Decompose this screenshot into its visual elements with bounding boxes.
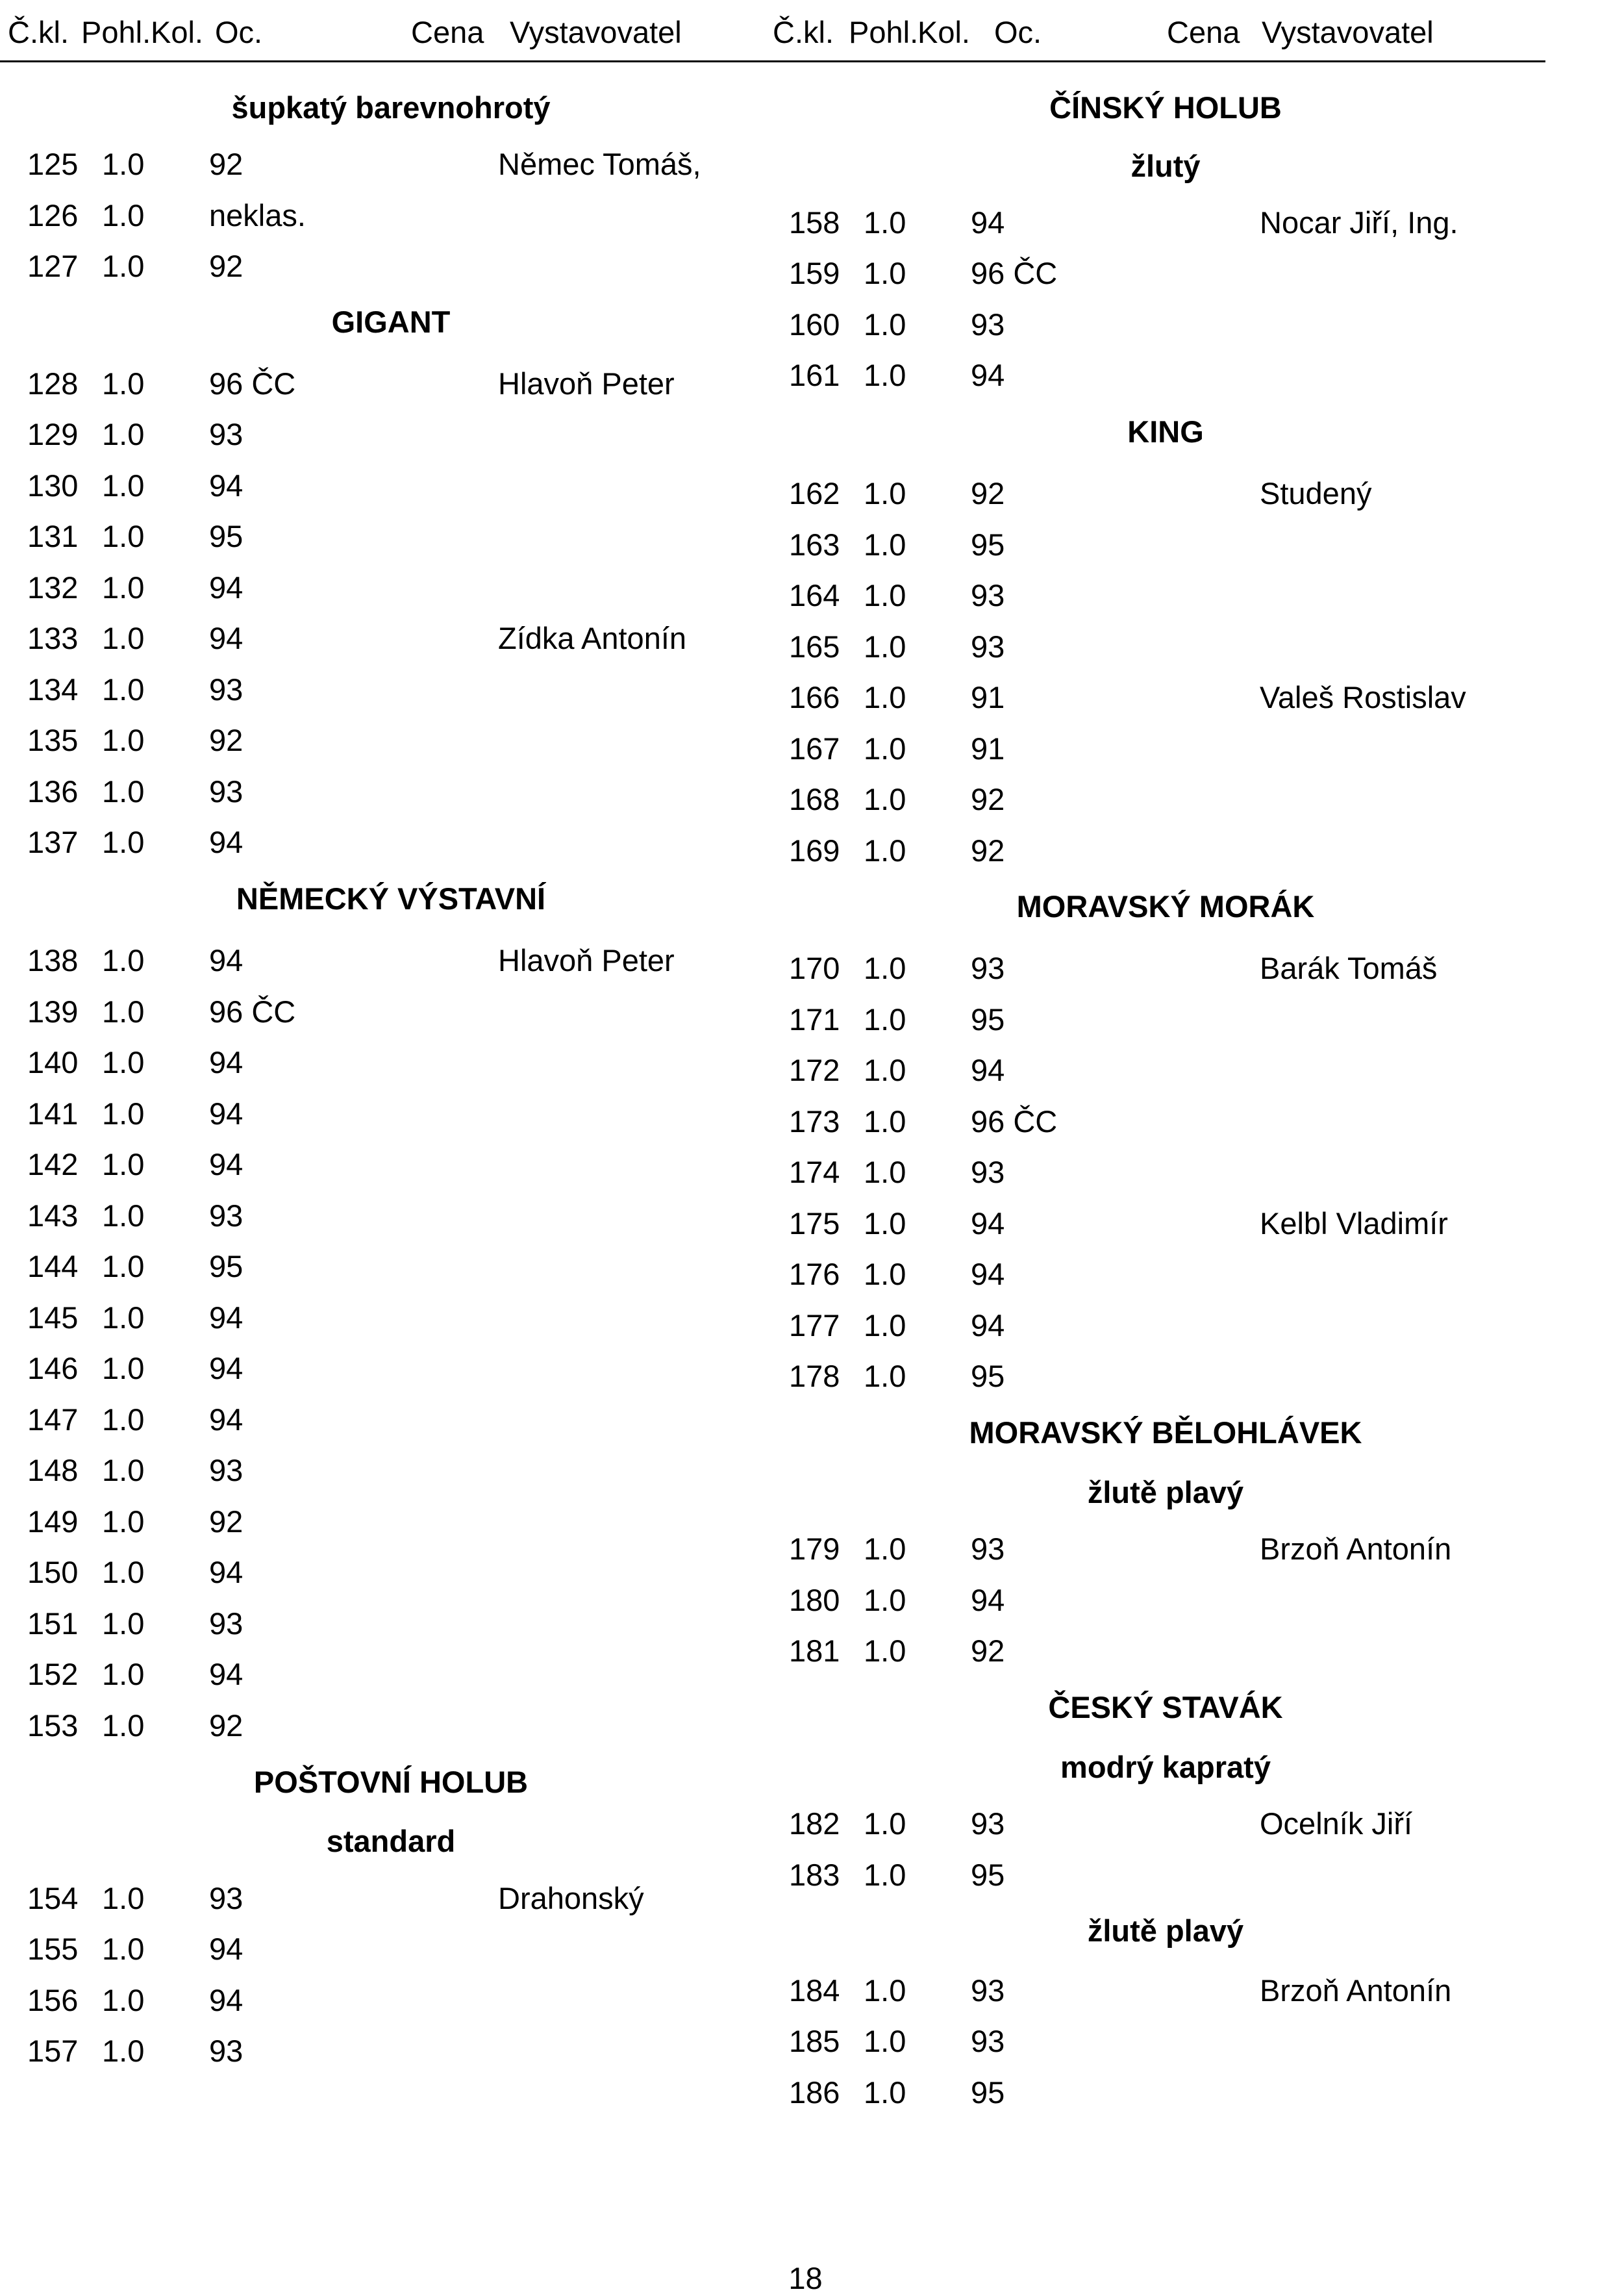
entry-row	[789, 1104, 1542, 1144]
entry-row	[27, 248, 755, 288]
entry-no: 155	[27, 1932, 79, 1966]
entry-sex: 1.0	[102, 1453, 145, 1487]
entry-sex: 1.0	[864, 951, 906, 985]
header-pohl: Pohl.	[81, 15, 151, 49]
entry-row	[27, 1350, 755, 1391]
entry-row	[27, 1452, 755, 1493]
entry-row	[27, 416, 755, 457]
entry-sex: 1.0	[102, 249, 145, 283]
entry-score: neklas.	[209, 198, 306, 233]
entry-row	[789, 1531, 1542, 1571]
entry-no: 132	[27, 570, 79, 605]
entry-sex: 1.0	[102, 672, 145, 707]
entry-no: 137	[27, 825, 79, 859]
entry-row	[27, 1606, 755, 1646]
section-heading: KING	[1127, 414, 1204, 449]
entry-sex: 1.0	[864, 205, 906, 240]
entry-no: 181	[789, 1634, 840, 1668]
header-vystavovatel: Vystavovatel	[1262, 15, 1434, 49]
entry-score: 93	[209, 1881, 244, 1915]
entry-sex: 1.0	[864, 2024, 906, 2058]
entry-no: 153	[27, 1708, 79, 1743]
entry-no: 144	[27, 1249, 79, 1283]
entry-row	[27, 672, 755, 712]
entry-row	[27, 1198, 755, 1238]
entry-score: 95	[971, 2075, 1005, 2110]
entry-row	[27, 774, 755, 814]
entry-no: 163	[789, 527, 840, 562]
entry-score: 95	[209, 519, 244, 553]
entry-row	[27, 722, 755, 763]
entry-sex: 1.0	[102, 621, 145, 655]
entry-sex: 1.0	[864, 578, 906, 612]
entry-row	[789, 527, 1542, 567]
entry-row	[27, 1656, 755, 1697]
entry-sex: 1.0	[864, 1308, 906, 1343]
entry-no: 180	[789, 1583, 840, 1617]
entry-row	[789, 1806, 1542, 1846]
section-heading: standard	[326, 1824, 456, 1858]
entry-sex: 1.0	[102, 1983, 145, 2017]
entry-score: 94	[209, 570, 244, 605]
entry-no: 130	[27, 468, 79, 503]
entry-sex: 1.0	[864, 1359, 906, 1393]
entry-sex: 1.0	[102, 468, 145, 503]
entry-no: 141	[27, 1096, 79, 1131]
entry-score: 93	[971, 307, 1005, 342]
entry-row	[27, 1931, 755, 1971]
entry-sex: 1.0	[864, 1583, 906, 1617]
header-left	[0, 14, 766, 55]
entry-row	[789, 731, 1542, 771]
entry-no: 126	[27, 198, 79, 233]
entry-no: 131	[27, 519, 79, 553]
entry-row	[789, 255, 1542, 296]
entry-score: 94	[971, 205, 1005, 240]
entry-sex: 1.0	[864, 476, 906, 511]
entry-exhibitor: Němec Tomáš,	[498, 147, 701, 181]
header-oc: Oc.	[994, 15, 1042, 49]
entry-exhibitor: Drahonský	[498, 1881, 644, 1915]
entry-row	[27, 366, 755, 406]
entry-no: 138	[27, 943, 79, 978]
entry-sex: 1.0	[864, 1257, 906, 1291]
entry-sex: 1.0	[102, 417, 145, 451]
entry-no: 185	[789, 2024, 840, 2058]
entry-score: 94	[209, 1402, 244, 1437]
entry-score: 94	[971, 1583, 1005, 1617]
entry-score: 94	[209, 1932, 244, 1966]
entry-no: 142	[27, 1147, 79, 1181]
header-cena: Cena	[411, 15, 484, 49]
entry-row	[27, 2033, 755, 2073]
entry-score: 96 ČC	[971, 256, 1058, 290]
entry-sex: 1.0	[102, 519, 145, 553]
entry-no: 146	[27, 1351, 79, 1385]
entry-row	[789, 205, 1542, 245]
entry-score: 94	[971, 1308, 1005, 1343]
entry-score: 92	[971, 1634, 1005, 1668]
header-oc: Oc.	[215, 15, 263, 49]
entry-sex: 1.0	[864, 1858, 906, 1892]
entry-no: 135	[27, 723, 79, 757]
entry-row	[789, 950, 1542, 990]
entry-row	[789, 1857, 1542, 1897]
entry-score: 93	[971, 1973, 1005, 2008]
entry-row	[27, 1708, 755, 1748]
entry-score: 93	[209, 672, 244, 707]
entry-no: 179	[789, 1532, 840, 1566]
entry-no: 125	[27, 147, 79, 181]
entry-score: 94	[971, 1053, 1005, 1087]
entry-sex: 1.0	[102, 994, 145, 1029]
entry-row	[27, 824, 755, 864]
header-kol: Kol.	[151, 15, 203, 49]
entry-score: 95	[209, 1249, 244, 1283]
entry-sex: 1.0	[102, 1096, 145, 1131]
entry-sex: 1.0	[102, 2034, 145, 2068]
entry-score: 94	[971, 1206, 1005, 1241]
entry-no: 143	[27, 1198, 79, 1233]
entry-no: 160	[789, 307, 840, 342]
entry-exhibitor: Kelbl Vladimír	[1260, 1206, 1448, 1241]
entry-row	[789, 475, 1542, 516]
section-heading: GIGANT	[331, 305, 451, 339]
entry-sex: 1.0	[102, 1300, 145, 1335]
entry-sex: 1.0	[864, 833, 906, 868]
section-heading: modrý kapratý	[1060, 1750, 1271, 1784]
entry-row	[27, 1504, 755, 1544]
entry-score: 95	[971, 527, 1005, 562]
entry-score: 91	[971, 731, 1005, 766]
entry-no: 148	[27, 1453, 79, 1487]
page-number: 18	[788, 2261, 823, 2295]
entry-sex: 1.0	[102, 1708, 145, 1743]
entry-score: 96 ČC	[209, 994, 296, 1029]
entry-score: 94	[209, 1147, 244, 1181]
entry-row	[789, 1973, 1542, 2013]
entry-score: 93	[971, 1806, 1005, 1841]
section-heading: POŠTOVNÍ HOLUB	[253, 1765, 529, 1799]
entry-sex: 1.0	[864, 1002, 906, 1037]
entry-no: 150	[27, 1555, 79, 1589]
entry-no: 165	[789, 629, 840, 664]
entry-row	[789, 1002, 1542, 1042]
entry-score: 94	[209, 1351, 244, 1385]
entry-sex: 1.0	[102, 1881, 145, 1915]
entry-score: 93	[209, 774, 244, 809]
entry-no: 164	[789, 578, 840, 612]
entry-no: 157	[27, 2034, 79, 2068]
entry-no: 176	[789, 1257, 840, 1291]
entry-no: 182	[789, 1806, 840, 1841]
entry-sex: 1.0	[102, 1504, 145, 1539]
entry-row	[789, 1358, 1542, 1398]
entry-no: 166	[789, 680, 840, 714]
entry-exhibitor: Barák Tomáš	[1260, 951, 1438, 985]
header-kol: Kol.	[918, 15, 970, 49]
entry-row	[27, 468, 755, 508]
entry-no: 174	[789, 1155, 840, 1189]
entry-sex: 1.0	[864, 1206, 906, 1241]
section-heading: ČÍNSKÝ HOLUB	[1049, 90, 1282, 125]
entry-row	[789, 2023, 1542, 2063]
entry-sex: 1.0	[864, 1634, 906, 1668]
entry-sex: 1.0	[102, 1606, 145, 1641]
entry-sex: 1.0	[864, 1053, 906, 1087]
entry-row	[27, 570, 755, 610]
header-ckl: Č.kl.	[773, 15, 834, 49]
entry-sex: 1.0	[102, 198, 145, 233]
entry-sex: 1.0	[102, 774, 145, 809]
entry-row	[27, 518, 755, 559]
entry-score: 94	[971, 358, 1005, 392]
section-heading: NĚMECKÝ VÝSTAVNÍ	[236, 881, 546, 916]
entry-no: 171	[789, 1002, 840, 1037]
entry-sex: 1.0	[102, 1249, 145, 1283]
entry-exhibitor: Ocelník Jiří	[1260, 1806, 1413, 1841]
entry-row	[789, 833, 1542, 873]
entry-sex: 1.0	[864, 307, 906, 342]
entry-row	[27, 1044, 755, 1085]
entry-sex: 1.0	[102, 1198, 145, 1233]
entry-sex: 1.0	[102, 366, 145, 401]
entry-sex: 1.0	[102, 570, 145, 605]
entry-row	[27, 942, 755, 983]
entry-sex: 1.0	[102, 943, 145, 978]
entry-sex: 1.0	[864, 731, 906, 766]
entry-exhibitor: Zídka Antonín	[498, 621, 687, 655]
entry-no: 183	[789, 1858, 840, 1892]
entry-sex: 1.0	[102, 1147, 145, 1181]
header-cena: Cena	[1167, 15, 1240, 49]
entry-sex: 1.0	[864, 1532, 906, 1566]
entry-row	[789, 1256, 1542, 1296]
entry-score: 93	[971, 2024, 1005, 2058]
entry-row	[27, 1300, 755, 1340]
entry-score: 92	[209, 147, 244, 181]
entry-score: 96 ČC	[971, 1104, 1058, 1139]
entry-no: 162	[789, 476, 840, 511]
entry-no: 168	[789, 782, 840, 816]
entry-sex: 1.0	[102, 1555, 145, 1589]
entry-no: 158	[789, 205, 840, 240]
entry-score: 93	[971, 1155, 1005, 1189]
entry-sex: 1.0	[102, 1402, 145, 1437]
entry-sex: 1.0	[864, 629, 906, 664]
entry-no: 156	[27, 1983, 79, 2017]
entry-no: 184	[789, 1973, 840, 2008]
entry-exhibitor: Hlavoň Peter	[498, 943, 675, 978]
entry-sex: 1.0	[864, 358, 906, 392]
section-heading: žlutě plavý	[1087, 1475, 1244, 1509]
section-heading: žlutě plavý	[1087, 1913, 1244, 1948]
entry-row	[789, 781, 1542, 822]
entry-sex: 1.0	[864, 782, 906, 816]
entry-score: 93	[971, 629, 1005, 664]
section-heading: MORAVSKÝ BĚLOHLÁVEK	[969, 1415, 1362, 1450]
entry-no: 159	[789, 256, 840, 290]
entry-row	[27, 1554, 755, 1595]
entry-score: 94	[209, 943, 244, 978]
entry-score: 93	[209, 1453, 244, 1487]
entry-score: 94	[209, 1096, 244, 1131]
entry-no: 128	[27, 366, 79, 401]
entry-row	[27, 1146, 755, 1187]
entry-score: 95	[971, 1858, 1005, 1892]
entry-score: 92	[209, 723, 244, 757]
entry-no: 170	[789, 951, 840, 985]
entry-score: 92	[209, 249, 244, 283]
entry-score: 93	[971, 951, 1005, 985]
entry-no: 175	[789, 1206, 840, 1241]
entry-exhibitor: Brzoň Antonín	[1260, 1973, 1452, 2008]
entry-no: 186	[789, 2075, 840, 2110]
entry-score: 93	[209, 1198, 244, 1233]
entry-exhibitor: Brzoň Antonín	[1260, 1532, 1452, 1566]
entry-row	[27, 1096, 755, 1136]
entry-sex: 1.0	[864, 1155, 906, 1189]
entry-score: 94	[209, 621, 244, 655]
entry-row	[27, 1248, 755, 1289]
entry-row	[789, 1052, 1542, 1092]
entry-sex: 1.0	[102, 723, 145, 757]
entry-row	[789, 1154, 1542, 1194]
entry-sex: 1.0	[864, 1973, 906, 2008]
entry-no: 152	[27, 1657, 79, 1691]
entry-row	[789, 679, 1542, 720]
entry-no: 140	[27, 1045, 79, 1079]
entry-score: 94	[209, 1657, 244, 1691]
header-ckl: Č.kl.	[8, 15, 69, 49]
entry-sex: 1.0	[864, 1806, 906, 1841]
entry-no: 161	[789, 358, 840, 392]
header-pohl: Pohl.	[849, 15, 919, 49]
entry-score: 91	[971, 680, 1005, 714]
entry-row	[27, 146, 755, 186]
entry-sex: 1.0	[864, 1104, 906, 1139]
entry-score: 92	[209, 1504, 244, 1539]
entry-score: 94	[209, 1045, 244, 1079]
entry-row	[789, 1307, 1542, 1348]
entry-sex: 1.0	[864, 680, 906, 714]
header-divider	[0, 60, 1545, 62]
entry-score: 92	[971, 476, 1005, 511]
entry-score: 92	[209, 1708, 244, 1743]
entry-row	[789, 307, 1542, 347]
entry-score: 94	[209, 1983, 244, 2017]
entry-exhibitor: Studený	[1260, 476, 1372, 511]
entry-no: 149	[27, 1504, 79, 1539]
entry-row	[789, 2075, 1542, 2115]
section-heading: žlutý	[1130, 149, 1201, 183]
entry-row	[789, 1582, 1542, 1622]
header-right	[766, 14, 1545, 55]
entry-row	[27, 1402, 755, 1442]
entry-score: 93	[209, 417, 244, 451]
entry-row	[27, 994, 755, 1034]
entry-sex: 1.0	[102, 1045, 145, 1079]
entry-score: 94	[971, 1257, 1005, 1291]
entry-score: 94	[209, 1555, 244, 1589]
entry-no: 145	[27, 1300, 79, 1335]
section-heading: ČESKÝ STAVÁK	[1048, 1690, 1283, 1724]
entry-sex: 1.0	[864, 2075, 906, 2110]
entry-row	[27, 197, 755, 238]
entry-row	[789, 357, 1542, 397]
entry-score: 94	[209, 1300, 244, 1335]
entry-sex: 1.0	[864, 527, 906, 562]
entry-no: 139	[27, 994, 79, 1029]
entry-no: 173	[789, 1104, 840, 1139]
entry-row	[789, 577, 1542, 618]
entry-sex: 1.0	[102, 1932, 145, 1966]
section-heading: MORAVSKÝ MORÁK	[1016, 889, 1315, 924]
entry-no: 147	[27, 1402, 79, 1437]
entry-score: 92	[971, 782, 1005, 816]
entry-score: 94	[209, 825, 244, 859]
entry-row	[789, 1205, 1542, 1246]
entry-no: 169	[789, 833, 840, 868]
section-heading: šupkatý barevnohrotý	[231, 90, 551, 125]
entry-no: 177	[789, 1308, 840, 1343]
entry-no: 129	[27, 417, 79, 451]
entry-sex: 1.0	[102, 1351, 145, 1385]
entry-row	[27, 1880, 755, 1921]
entry-score: 95	[971, 1002, 1005, 1037]
entry-exhibitor: Hlavoň Peter	[498, 366, 675, 401]
entry-no: 134	[27, 672, 79, 707]
entry-no: 172	[789, 1053, 840, 1087]
entry-no: 154	[27, 1881, 79, 1915]
entry-score: 93	[971, 1532, 1005, 1566]
entry-sex: 1.0	[102, 1657, 145, 1691]
entry-sex: 1.0	[102, 147, 145, 181]
entry-score: 95	[971, 1359, 1005, 1393]
entry-no: 133	[27, 621, 79, 655]
entry-no: 151	[27, 1606, 79, 1641]
entry-exhibitor: Nocar Jiří, Ing.	[1260, 205, 1458, 240]
entry-score: 93	[209, 2034, 244, 2068]
entry-row	[27, 1982, 755, 2023]
entry-exhibitor: Valeš Rostislav	[1260, 680, 1466, 714]
entry-sex: 1.0	[102, 825, 145, 859]
entry-no: 167	[789, 731, 840, 766]
entry-no: 136	[27, 774, 79, 809]
header-vystavovatel: Vystavovatel	[510, 15, 682, 49]
entry-score: 93	[971, 578, 1005, 612]
entry-score: 96 ČC	[209, 366, 296, 401]
entry-row	[789, 629, 1542, 669]
entry-row	[789, 1633, 1542, 1673]
entry-no: 127	[27, 249, 79, 283]
entry-score: 94	[209, 468, 244, 503]
entry-row	[27, 620, 755, 661]
entry-no: 178	[789, 1359, 840, 1393]
entry-sex: 1.0	[864, 256, 906, 290]
entry-score: 93	[209, 1606, 244, 1641]
entry-score: 92	[971, 833, 1005, 868]
